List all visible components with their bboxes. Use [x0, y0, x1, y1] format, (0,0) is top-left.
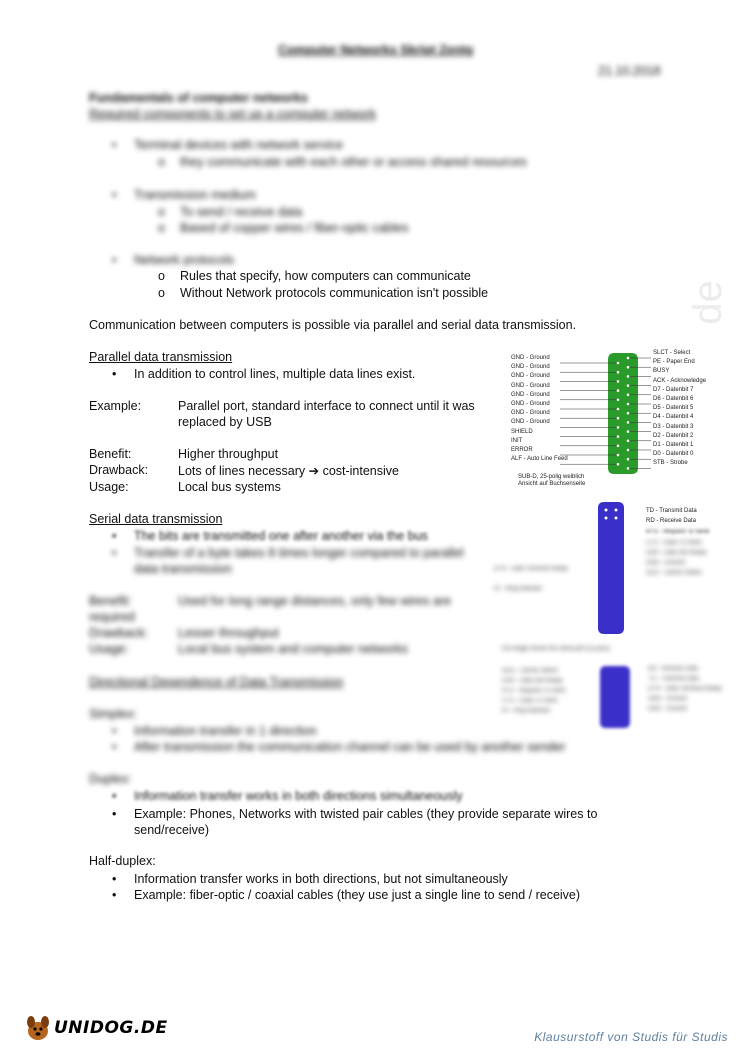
pin-label: D6 - Datenbit 6 — [653, 396, 694, 402]
usage-value: Local bus systems — [178, 480, 281, 494]
pin — [617, 408, 620, 411]
section-heading-serial: Serial data transmission — [89, 512, 223, 526]
pin — [617, 389, 620, 392]
pin-label: D3 - Datenbit 3 — [653, 423, 694, 430]
list-item: • Example: Phones, Networks with twisted pair cables (they provide separate wires to — [134, 807, 597, 821]
serial9-port-diagram — [498, 662, 730, 734]
dog-icon — [22, 1012, 54, 1044]
benefit-label: Benefit: — [89, 594, 132, 608]
pin-label: GND - Ground — [511, 401, 550, 407]
list-item: • Example: fiber-optic / coaxial cables (they use just a single line to send / receive) — [134, 888, 580, 902]
parallel-port-diagram — [508, 350, 728, 490]
serial-pin-label: DCD - Carrier Detect — [646, 570, 702, 576]
serial-pin-label: DTR - Data Terminal Ready — [494, 566, 568, 572]
document-date: 21.10.2018 — [598, 64, 661, 78]
pin-label: PE - Paper End — [653, 359, 695, 366]
pin — [627, 412, 630, 415]
simplex-label: Simplex: — [89, 707, 137, 721]
serial-pin-label: DSR - Data Set Ready — [646, 550, 707, 556]
pin-label: SHIELD — [511, 428, 533, 435]
pin-label: DCD - Carrier Detect — [502, 668, 558, 674]
list-item: • Network protocols — [134, 253, 234, 267]
serial-pin-label: RD - Receive Data — [646, 518, 697, 524]
pin-label: TD - Transmit Data — [648, 676, 699, 682]
watermark: de — [685, 280, 730, 325]
benefit-cont: required — [89, 610, 135, 624]
pin-label: RD - Receive Data — [648, 666, 699, 672]
pin-label: GND - Ground — [511, 382, 550, 389]
db25-serial-connector-shape — [598, 502, 624, 634]
pin — [627, 375, 630, 378]
logo-text: UNIDOG.DE — [54, 1018, 168, 1038]
list-item: o Rules that specify, how computers can communicate — [180, 269, 471, 283]
serial-pin-label: CTS - Clear To Send — [646, 540, 702, 546]
pin — [627, 440, 630, 443]
pin — [617, 362, 620, 365]
pin — [627, 421, 630, 424]
pin-label: ERROR — [511, 447, 533, 453]
section-heading-directional: Directional Dependence of Data Transmission — [89, 675, 344, 689]
diagram-caption: SUB-D, 25-polig weiblich — [518, 474, 585, 480]
example-value: Parallel port, standard interface to connect until it was — [178, 399, 475, 413]
pin — [617, 463, 620, 466]
pin-label: CTS - Clear To Send — [502, 698, 558, 704]
duplex-label: Duplex: — [89, 772, 132, 786]
pin-label: RTS - Request To Send — [502, 688, 566, 694]
pin — [617, 399, 620, 402]
list-item: • Information transfer works in both directions, but not simultaneously — [134, 872, 508, 886]
pin — [627, 458, 630, 461]
usage-label: Usage: — [89, 642, 129, 656]
list-item: o Based of copper wires / fiber-optic cables — [180, 221, 409, 235]
section-heading-fundamentals: Fundamentals of computer networks — [89, 91, 308, 105]
pin-label: D0 - Datenbit 0 — [653, 451, 694, 458]
pin-label: GND - Ground — [511, 410, 550, 417]
pin-label: GND - Ground — [511, 373, 550, 380]
list-item: • The bits are transmitted one after another via the bus — [134, 529, 428, 543]
section-subheading-components: Required components to set up a computer network — [89, 107, 376, 121]
pin — [627, 394, 630, 397]
footer-tagline: Klausurstoff von Studis für Studis — [534, 1030, 728, 1044]
benefit-value: Used for long range distances, only few wires are — [178, 594, 452, 608]
pin-label: D4 - Datenbit 4 — [653, 414, 694, 421]
list-item: o they communicate with each other or access shared resources — [180, 155, 527, 169]
document-title: Computer Networks Skript Zentg — [278, 43, 474, 57]
pin-label: D1 - Datenbit 1 — [653, 442, 694, 448]
footer-logo[interactable] — [22, 1012, 168, 1044]
drawback-label: Drawback: — [89, 626, 149, 640]
pin-label: GND - Ground — [648, 696, 687, 702]
drawback-value: Lots of lines necessary ➔ cost-intensive — [178, 464, 399, 478]
serial-pin-label: TD - Transmit Data — [646, 508, 697, 514]
pin — [627, 366, 630, 369]
pin — [617, 454, 620, 457]
pin-label: INIT — [511, 437, 523, 444]
diagram-caption: Ansicht auf Buchsenseite — [518, 481, 586, 487]
pin — [627, 449, 630, 452]
pin-label: DTR - Data Terminal Ready — [648, 686, 722, 692]
pin-label: GND - Ground — [511, 391, 550, 398]
pin-label: ACK - Acknowledge — [653, 377, 707, 384]
serial-pin-label: RI - Ring Indicator — [494, 586, 543, 592]
pin-label: GND - Ground — [511, 364, 550, 371]
list-item: o To send / receive data — [180, 205, 302, 219]
list-item-cont: send/receive) — [134, 823, 210, 837]
pin-label: BUSY — [653, 368, 670, 375]
drawback-label: Drawback: — [89, 463, 149, 477]
pin-label: SLCT - Select — [653, 350, 691, 356]
example-label: Example: — [89, 399, 142, 413]
list-item: • Information transfer works in both directions simultaneously — [134, 789, 463, 803]
pin — [627, 403, 630, 406]
serial-pin-label: GND - Ground — [646, 560, 685, 566]
list-item: • Transmission medium — [134, 188, 256, 202]
pin-label: DSR - Data Set Ready — [502, 678, 563, 684]
pin — [617, 371, 620, 374]
pin-label: GND - Ground — [648, 706, 687, 712]
list-item: • Terminal devices with network service — [134, 138, 343, 152]
pin-label: GND - Ground — [511, 419, 550, 426]
pin-label: D7 - Datenbit 7 — [653, 386, 694, 393]
diagram-caption: The image shows the serial port (25 pins) — [500, 646, 611, 652]
list-item: o Without Network protocols communication isn't possible — [180, 286, 488, 300]
pin — [617, 417, 620, 420]
pin-label: STB - Strobe — [653, 460, 688, 467]
list-item: • In addition to control lines, multiple data lines exist. — [134, 367, 415, 381]
pin — [627, 357, 630, 360]
section-heading-parallel: Parallel data transmission — [89, 350, 233, 364]
list-item: • After transmission the communication channel can be used by another sender — [134, 740, 566, 754]
pin-label: RI - Ring Indicator — [502, 708, 551, 714]
pin — [617, 435, 620, 438]
pin-label: ALF - Auto Line Feed — [511, 456, 568, 463]
db9-connector-shape — [600, 666, 630, 728]
pin — [617, 445, 620, 448]
pin — [627, 467, 630, 470]
benefit-label: Benefit: — [89, 447, 132, 461]
benefit-value: Higher throughput — [178, 447, 279, 461]
drawback-value: Lesser throughput — [178, 626, 279, 640]
pin — [627, 384, 630, 387]
serial-pin-label: RTS - Request To Send — [646, 529, 710, 535]
db25-connector-shape — [608, 353, 638, 474]
comm-sentence: Communication between computers is possible via parallel and serial data transmission. — [89, 318, 577, 332]
pin-label: D5 - Datenbit 5 — [653, 405, 694, 412]
list-item: • Transfer of a byte takes 8 times longer compared to parallel — [134, 546, 464, 560]
pin — [627, 430, 630, 433]
list-item-cont: data transmission — [134, 562, 232, 576]
serial-port-diagram — [490, 498, 730, 658]
list-item: • Information transfer in 1 direction — [134, 724, 317, 738]
pin-label: GND - Ground — [511, 355, 550, 361]
usage-label: Usage: — [89, 480, 129, 494]
pin-label: D2 - Datenbit 2 — [653, 432, 694, 439]
pin — [617, 426, 620, 429]
usage-value: Local bus system and computer networks — [178, 642, 408, 656]
example-value-cont: replaced by USB — [178, 415, 272, 429]
half-duplex-label: Half-duplex: — [89, 854, 156, 868]
pin — [617, 380, 620, 383]
